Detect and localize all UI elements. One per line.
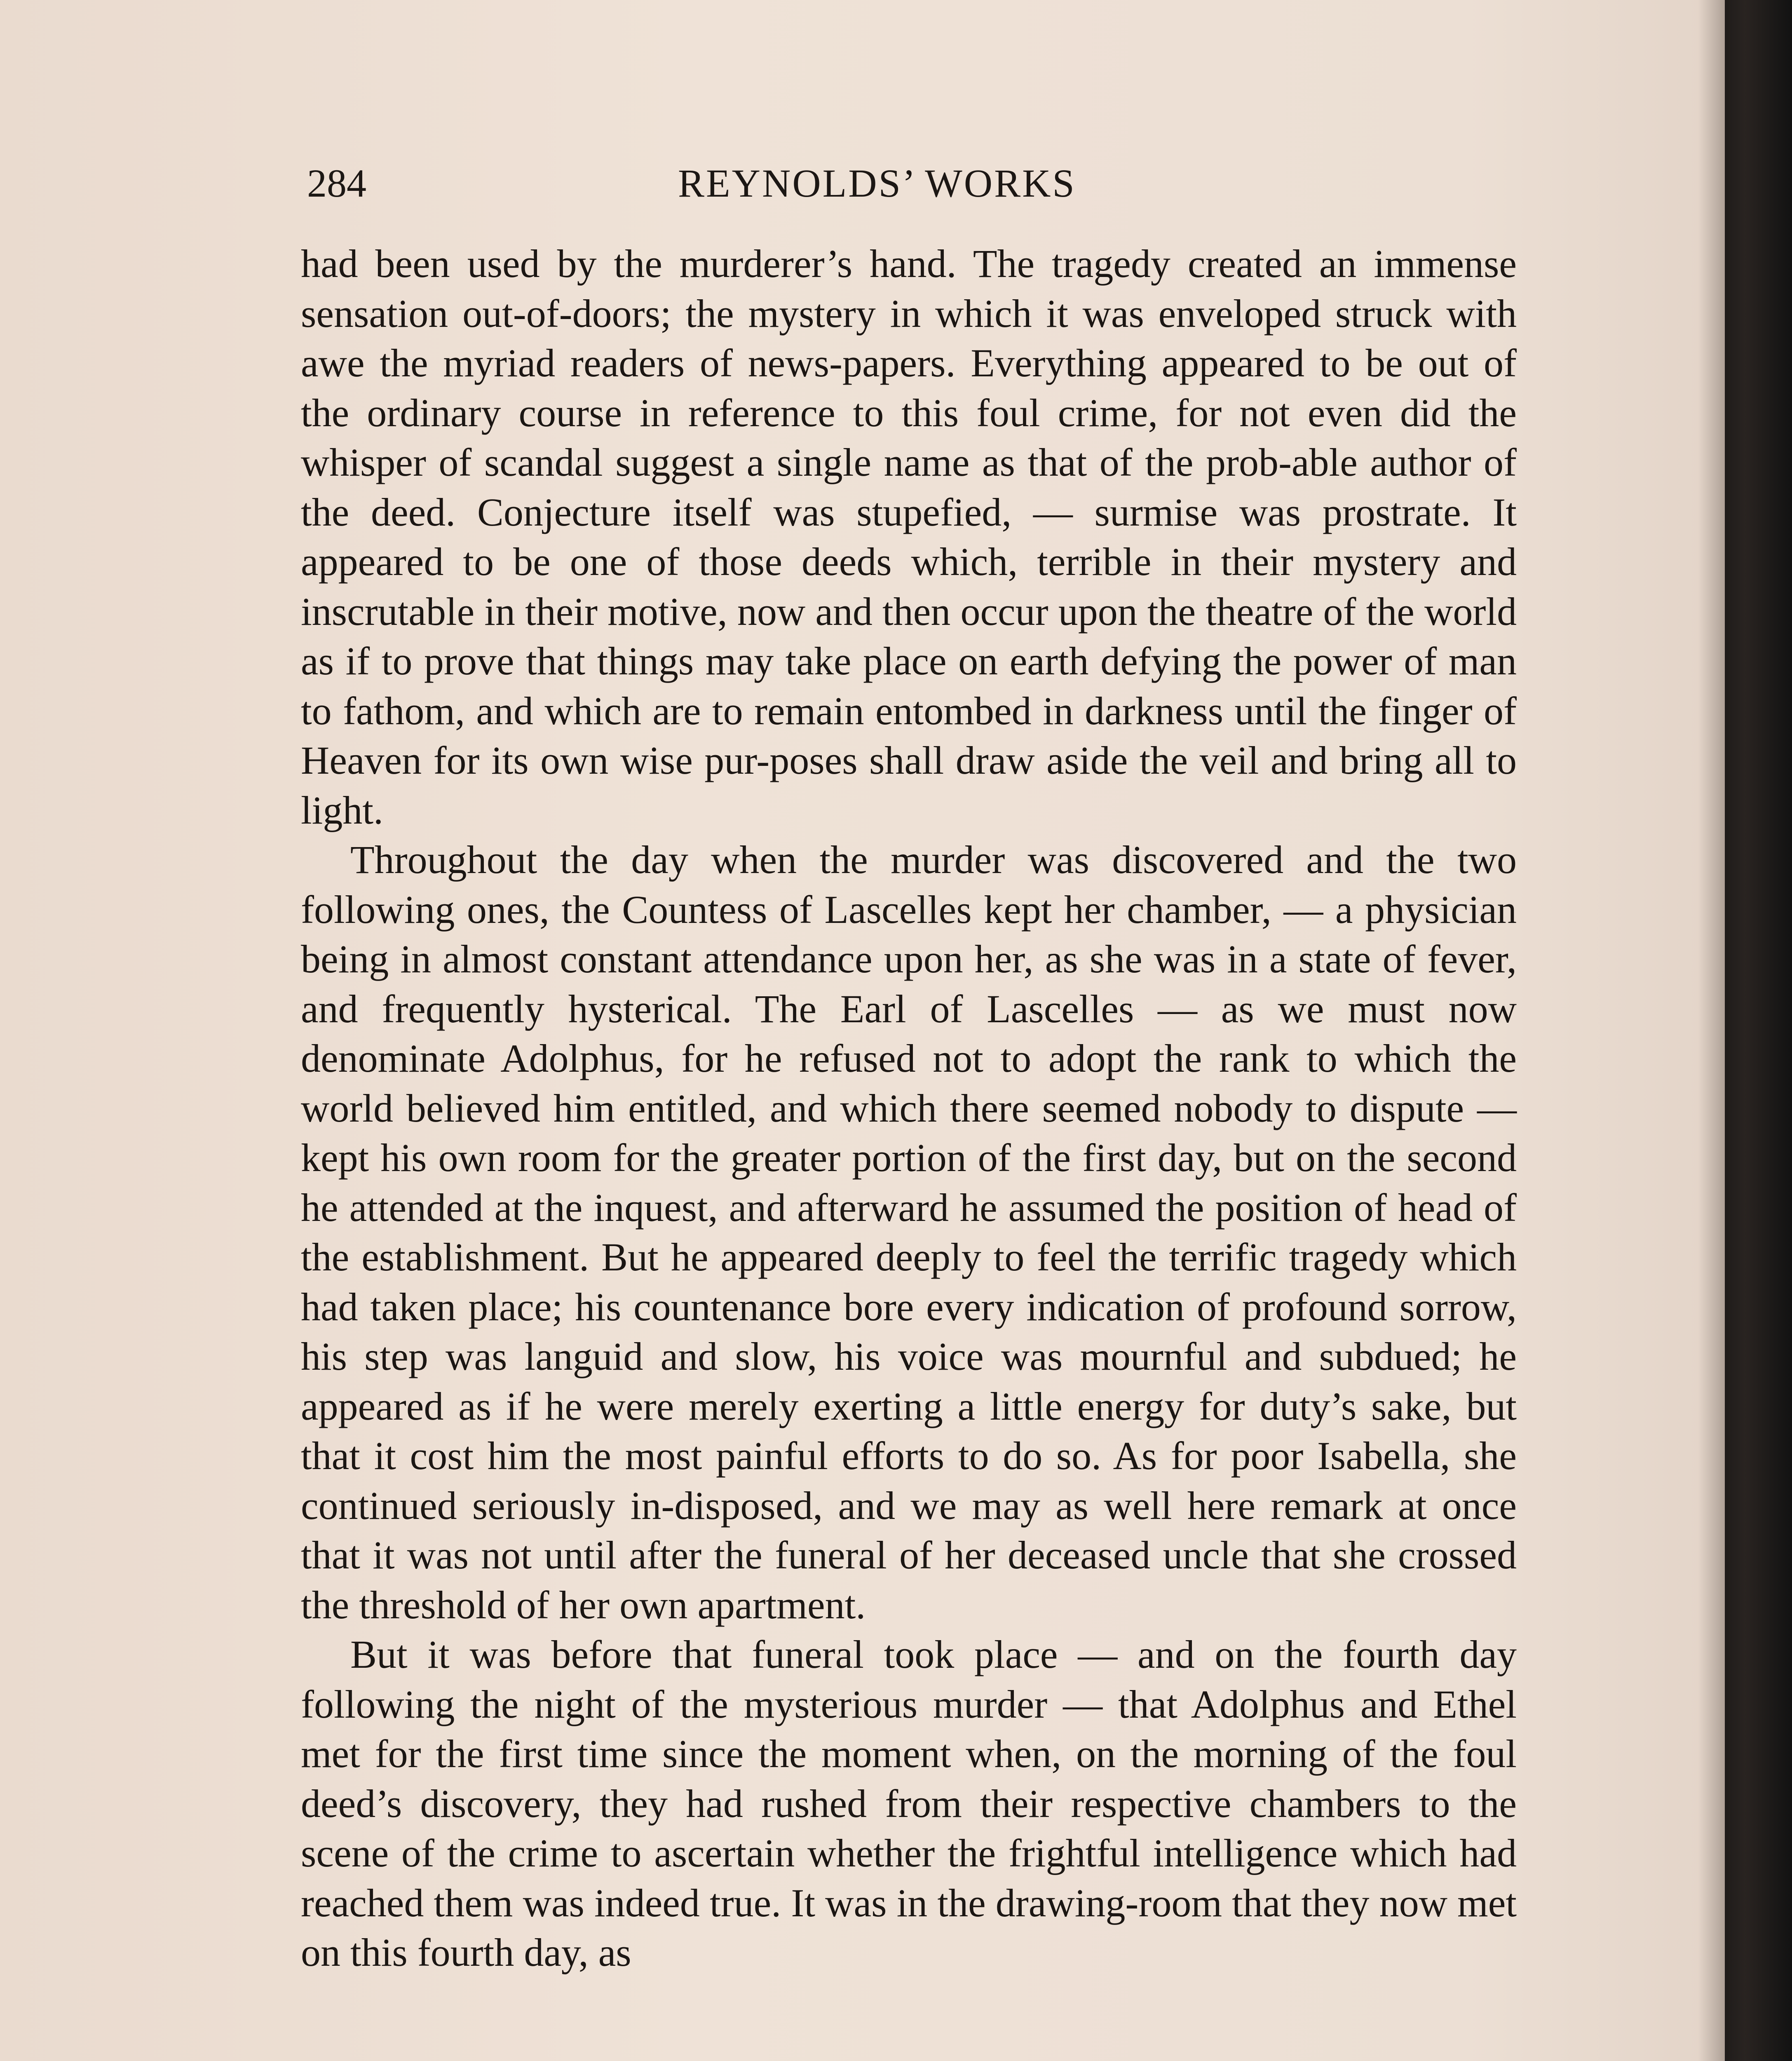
running-head: REYNOLDS’ WORKS — [678, 161, 1076, 205]
page-number: 284 — [307, 161, 366, 205]
binding-edge-shadow — [1698, 0, 1792, 2061]
paragraph: Throughout the day when the murder was discovered and the two following ones, the Countess of Lascelles kept her chamber, — a physician being in almost constant attendance upon her, as she was in a state of fever, and frequently hysterical. The Earl of Lascelles — as we must now denominate Adolphus, for he refused not to adopt the rank to which the world believed him entitled, and which there seemed nobody to dispute — kept his own room for the greater portion of the first day, but on the second he attended at the inquest, and afterward he assumed the position of head of the establishment. But he appeared deeply to feel the terrific tragedy which had taken place; his countenance bore every indication of profound sorrow, his step was languid and slow, his voice was mournful and subdued; he appeared as if he were merely exerting a little energy for duty’s sake, but that it cost him the most painful efforts to do so. As for poor Isabella, she continued seriously in-disposed, and we may as well here remark at once that it was not until after the funeral of her deceased uncle that she crossed the threshold of her own apartment. — [301, 838, 1517, 1627]
page-header — [307, 153, 1173, 214]
paragraph: But it was before that funeral took place — and on the fourth day following the night of the mysterious murder — that Adolphus and Ethel met for the first time since the moment when, on the morning of the foul deed’s discovery, they had rushed from their respective chambers to the scene of the crime to ascertain whether the frightful intelligence which had reached them was indeed true. It was in the drawing-room that they now met on this fourth day, as — [301, 1632, 1517, 1974]
body-text — [301, 239, 1517, 1978]
paragraph: had been used by the murderer’s hand. The tragedy created an immense sensation out-of-doors; the mystery in which it was enveloped struck with awe the myriad readers of news-papers. Everything appeared to be out of the ordinary course in reference to this foul crime, for not even did the whisper of scandal suggest a single name as that of the prob-able author of the deed. Conjecture itself was stupefied, — surmise was prostrate. It appeared to be one of those deeds which, terrible in their mystery and inscrutable in their motive, now and then occur upon the theatre of the world as if to prove that things may take place on earth defying the power of man to fathom, and which are to remain entombed in darkness until the finger of Heaven for its own wise pur-poses shall draw aside the veil and bring all to light. — [301, 242, 1517, 832]
